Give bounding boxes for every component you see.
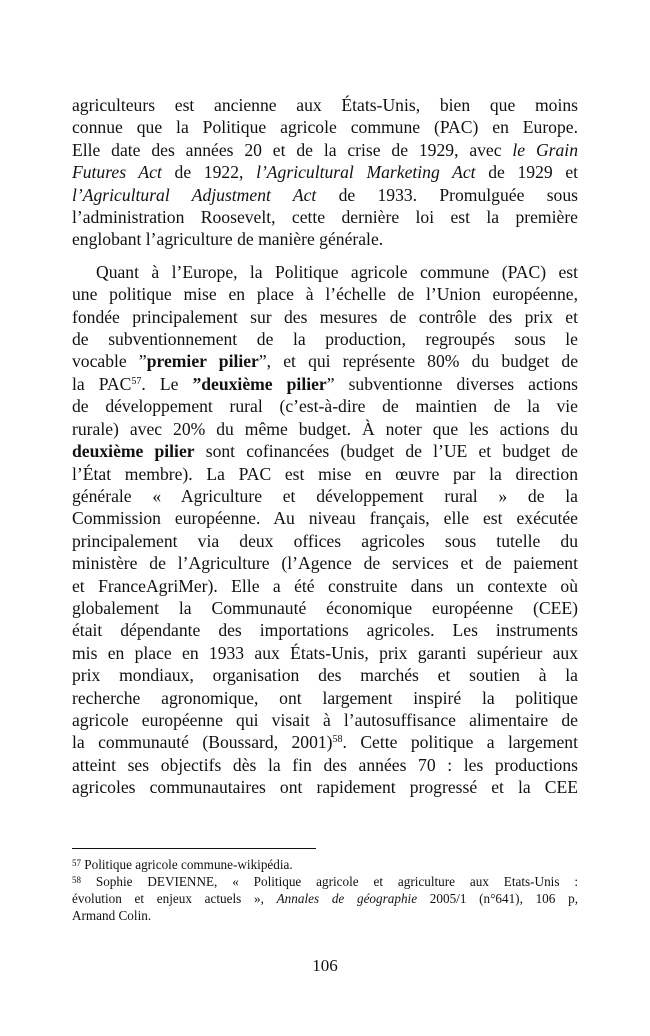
text-run: recherche agronomique, ont largement inspiré la politique — [72, 687, 578, 708]
bold-text: ”deuxième pilier — [192, 373, 327, 394]
text-line — [72, 664, 578, 686]
text-run: l’État membre). La PAC est mise en œuvre par la direction — [72, 463, 578, 484]
footnote-reference: 58 — [332, 734, 343, 746]
bold-text: deuxième pilier — [72, 441, 195, 462]
text-run: la PAC — [72, 373, 132, 394]
text-line — [72, 856, 578, 873]
footnotes — [72, 856, 578, 924]
text-run: . Le — [141, 373, 193, 394]
footnote-reference: 58 — [72, 875, 81, 885]
text-run: prix mondiaux, organisation des marchés et soutien à la — [72, 665, 578, 686]
italic-text: Annales de géographie — [276, 891, 418, 906]
text-line — [72, 261, 578, 283]
text-line — [72, 530, 578, 552]
text-run: rurale) avec 20% du même budget. À noter que les actions du — [72, 418, 578, 439]
text-line — [72, 184, 578, 206]
italic-text: l’Agricultural Marketing Act — [256, 162, 476, 183]
text-line — [72, 283, 578, 305]
text-line — [72, 575, 578, 597]
bold-text: premier pilier — [146, 351, 259, 372]
text-run: Sophie DEVIENNE, « Politique agricole et agriculture aux Etats-Unis : — [81, 874, 578, 889]
text-run: ” subventionne diverses actions — [326, 373, 578, 394]
text-line — [72, 373, 578, 395]
text-run: générale « Agriculture et développement rural » de la — [72, 485, 578, 506]
text-line — [72, 552, 578, 574]
text-line — [72, 731, 578, 753]
italic-text: Futures Act — [72, 162, 162, 183]
text-run: Elle date des années 20 et de la crise de 1929, avec — [72, 139, 513, 160]
text-run: sont cofinancées (budget de l’UE et budget de — [194, 441, 578, 462]
text-line — [72, 507, 578, 529]
text-run: était dépendante des importations agricoles. Les instruments — [72, 620, 578, 641]
text-line — [72, 306, 578, 328]
italic-text: le Grain — [512, 139, 578, 160]
text-line — [72, 754, 578, 776]
text-line — [72, 139, 578, 161]
text-line — [72, 440, 578, 462]
text-line — [72, 687, 578, 709]
text-run: de 1922, — [161, 162, 257, 183]
text-run: globalement la Communauté économique européenne (CEE) — [72, 597, 578, 618]
text-run: principalement via deux offices agricoles sous tutelle du — [72, 530, 578, 551]
text-run: . Cette politique a largement — [342, 732, 578, 753]
text-run: l’administration Roosevelt, cette dernière loi est la première — [72, 207, 578, 228]
text-line — [72, 619, 578, 641]
text-line — [72, 94, 578, 116]
text-run: de développement rural (c’est-à-dire de maintien de la vie — [72, 396, 578, 417]
text-run: ministère de l’Agriculture (l’Agence de services et de paiement — [72, 553, 578, 574]
footnote-separator — [72, 848, 316, 849]
text-line — [72, 206, 578, 228]
text-line — [72, 463, 578, 485]
text-line — [72, 328, 578, 350]
text-run: de 1933. Promulguée sous — [316, 184, 578, 205]
text-run: une politique mise en place à l’échelle de l’Union européenne, — [72, 284, 578, 305]
text-line — [72, 161, 578, 183]
text-run: agricole européenne qui visait à l’autosuffisance alimentaire de — [72, 709, 578, 730]
text-run: et FranceAgriMer). Elle a été construite dans un contexte où — [72, 575, 578, 596]
text-run: englobant l’agriculture de manière générale. — [72, 229, 384, 250]
text-line — [72, 350, 578, 372]
text-run: agriculteurs est ancienne aux États-Unis, bien que moins — [72, 95, 578, 115]
text-line — [72, 485, 578, 507]
text-line — [72, 776, 578, 798]
text-line — [72, 709, 578, 731]
text-run: Quant à l’Europe, la Politique agricole commune (PAC) est — [96, 261, 578, 282]
text-run: Armand Colin. — [72, 908, 152, 923]
text-run: agricoles communautaires ont rapidement progressé et la CEE — [72, 777, 578, 798]
footnote-reference: 57 — [131, 375, 142, 387]
footnote — [72, 873, 578, 924]
text-run: vocable ” — [72, 351, 147, 372]
text-line — [72, 597, 578, 619]
text-line — [72, 890, 578, 907]
text-run: 2005/1 (n°641), 106 p, — [417, 891, 578, 906]
text-line — [72, 228, 578, 250]
text-run: Politique agricole commune-wikipédia. — [81, 857, 293, 872]
text-line — [72, 116, 578, 138]
text-run: connue que la Politique agricole commune (PAC) en Europe. — [72, 117, 578, 138]
page-number: 106 — [312, 956, 338, 975]
text-line — [72, 395, 578, 417]
text-line — [72, 873, 578, 890]
text-run: évolution et enjeux actuels », — [72, 891, 277, 906]
text-run: atteint ses objectifs dès la fin des années 70 : les productions — [72, 754, 578, 775]
text-line — [72, 418, 578, 440]
paragraph — [72, 261, 578, 799]
footnote-reference: 57 — [72, 858, 81, 868]
paragraph — [72, 94, 578, 251]
text-run: mis en place en 1933 aux États-Unis, prix garanti supérieur aux — [72, 642, 578, 663]
text-run: fondée principalement sur des mesures de contrôle des prix et — [72, 306, 578, 327]
text-line — [72, 907, 578, 924]
body-text — [72, 94, 578, 809]
footnote — [72, 856, 578, 873]
text-run: de subventionnement de la production, regroupés sous le — [72, 329, 578, 350]
text-run: de 1929 et — [475, 162, 579, 183]
text-run: la communauté (Boussard, 2001) — [72, 732, 333, 753]
text-run: ”, et qui représente 80% du budget de — [258, 351, 578, 372]
italic-text: l’Agricultural Adjustment Act — [72, 184, 317, 205]
text-line — [72, 642, 578, 664]
text-run: Commission européenne. Au niveau français, elle est exécutée — [72, 508, 578, 529]
